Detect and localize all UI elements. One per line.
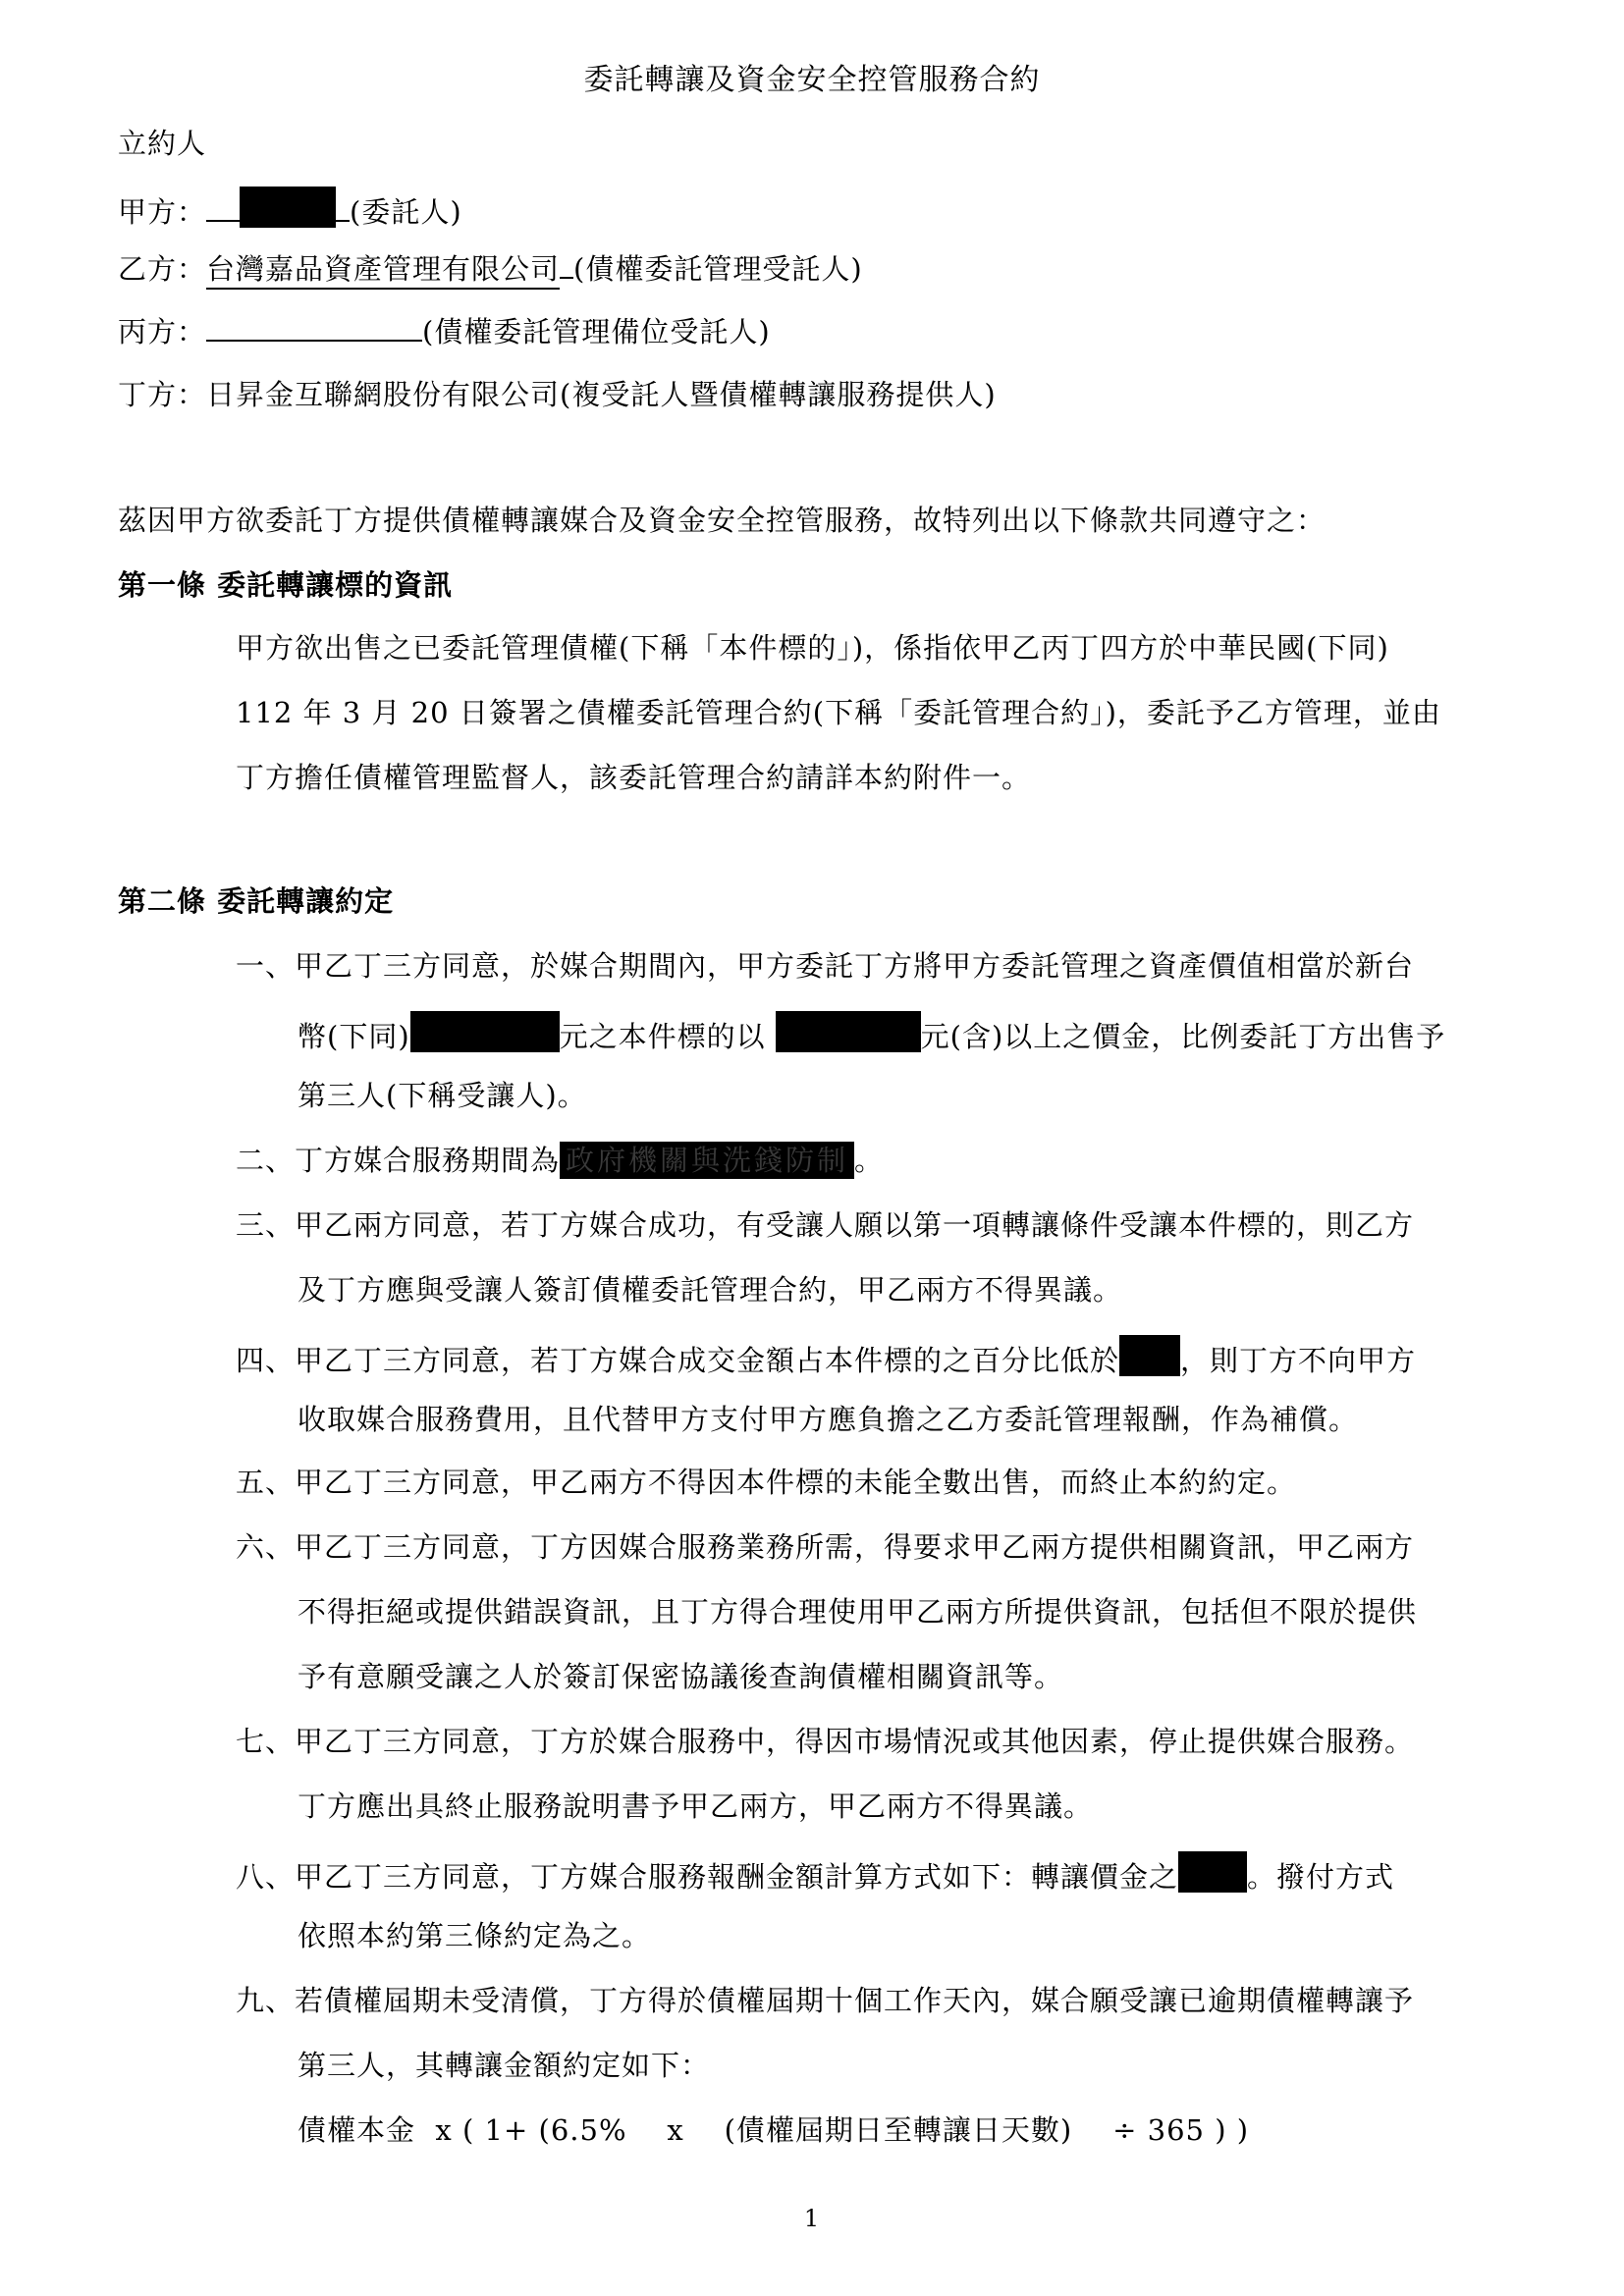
clause-1-redaction-price (776, 1011, 921, 1052)
party-a-line (118, 187, 462, 232)
clause-7-line-2: 丁方應出具終止服務說明書予甲乙兩方，甲乙兩方不得異議。 (298, 1789, 1094, 1823)
clause-7-line-1: 七、甲乙丁三方同意，丁方於媒合服務中，得因市場情況或其他因素，停止提供媒合服務。 (236, 1725, 1415, 1758)
clause-1-text-a: 幣(下同) (298, 1020, 410, 1053)
clause-1-line-1: 一、甲乙丁三方同意，於媒合期間內，甲方委託丁方將甲方委託管理之資產價值相當於新台 (236, 949, 1415, 983)
clause-4-line-2: 收取媒合服務費用，且代替甲方支付甲方應負擔之乙方委託管理報酬，作為補償。 (298, 1403, 1359, 1436)
party-b-suffix: (債權委託管理受託人) (573, 252, 863, 286)
party-d-label: 丁方： (118, 378, 207, 411)
party-a-blank (206, 192, 240, 222)
clause-6-line-2: 不得拒絕或提供錯誤資訊，且丁方得合理使用甲乙兩方所提供資訊，包括但不限於提供 (298, 1595, 1418, 1629)
article-1-heading: 第一條 委託轉讓標的資訊 (118, 568, 454, 602)
clause-6-line-1: 六、甲乙丁三方同意，丁方因媒合服務業務所需，得要求甲乙兩方提供相關資訊，甲乙兩方 (236, 1530, 1415, 1564)
clause-3-line-1: 三、甲乙兩方同意，若丁方媒合成功，有受讓人願以第一項轉讓條件受讓本件標的，則乙方 (236, 1208, 1415, 1242)
clause-2-text: 二、丁方媒合服務期間為 (236, 1144, 561, 1177)
clause-9-line-2: 第三人，其轉讓金額約定如下： (298, 2049, 711, 2082)
article-1-line-1: 甲方欲出售之已委託管理債權(下稱「本件標的」)，係指依甲乙丙丁四方於中華民國(下同) (236, 631, 1389, 665)
clause-2-line (236, 1141, 884, 1180)
clause-8-text-b: 。撥付方式 (1247, 1860, 1395, 1894)
party-d-name: 日昇金互聯網股份有限公司(複受託人暨債權轉讓服務提供人) (206, 378, 997, 411)
clause-8-line-2: 依照本約第三條約定為之。 (298, 1919, 652, 1952)
party-b-label: 乙方： (118, 252, 207, 286)
clause-9-formula: 債權本金 x ( 1+ (6.5% x (債權屆期日至轉讓日天數) ÷ 365 ) ) (298, 2113, 1250, 2147)
clause-8-redaction (1178, 1851, 1247, 1893)
article-1-line-3: 丁方擔任債權管理監督人，該委託管理合約請詳本約附件一。 (236, 761, 1032, 794)
clause-9-line-1: 九、若債權屆期未受清償，丁方得於債權屆期十個工作天內，媒合願受讓已逾期債權轉讓予 (236, 1984, 1415, 2017)
clause-4-text-b: ，則丁方不向甲方 (1180, 1344, 1417, 1377)
clause-2-end: 。 (854, 1144, 885, 1177)
party-a-redaction (240, 187, 336, 228)
article-1-line-2: 112 年 3 月 20 日簽署之債權委託管理合約(下稱「委託管理合約」)，委託予乙方管理，並由 (236, 696, 1441, 729)
preamble: 茲因甲方欲委託丁方提供債權轉讓媒合及資金安全控管服務，故特列出以下條款共同遵守之： (118, 504, 1326, 537)
clause-8-line-1 (236, 1851, 1394, 1896)
clause-1-line-2 (298, 1011, 1445, 1056)
clause-5-line: 五、甲乙丁三方同意，甲乙兩方不得因本件標的未能全數出售，而終止本約約定。 (236, 1466, 1297, 1499)
party-b-underline-gap (560, 275, 573, 279)
clause-4-redaction (1119, 1335, 1180, 1376)
party-c-line (118, 312, 771, 351)
party-c-suffix: (債權委託管理備位受託人) (422, 315, 771, 348)
clause-4-text-a: 四、甲乙丁三方同意，若丁方媒合成交金額占本件標的之百分比低於 (236, 1344, 1120, 1377)
page-number: 1 (803, 2205, 821, 2232)
party-b-name: 台灣嘉品資產管理有限公司 (206, 252, 560, 290)
party-a-suffix: (委託人) (350, 195, 462, 229)
party-d-line (118, 375, 997, 414)
clause-2-redacted-period: 政府機關與洗錢防制 (560, 1142, 854, 1179)
party-b-line (118, 249, 863, 289)
clause-1-redaction-value (410, 1011, 560, 1052)
clause-1-line-3: 第三人(下稱受讓人)。 (298, 1079, 587, 1112)
clause-1-text-b: 元之本件標的以 (559, 1020, 766, 1053)
party-c-label: 丙方： (118, 315, 207, 348)
clause-3-line-2: 及丁方應與受讓人簽訂債權委託管理合約，甲乙兩方不得異議。 (298, 1273, 1123, 1307)
clause-8-text-a: 八、甲乙丁三方同意，丁方媒合服務報酬金額計算方式如下：轉讓價金之 (236, 1860, 1179, 1894)
parties-heading: 立約人 (118, 127, 207, 160)
clause-6-line-3: 予有意願受讓之人於簽訂保密協議後查詢債權相關資訊等。 (298, 1660, 1064, 1693)
article-2-heading: 第二條 委託轉讓約定 (118, 884, 395, 918)
document-title: 委託轉讓及資金安全控管服務合約 (583, 63, 1041, 97)
party-a-blank-end (336, 192, 350, 222)
party-c-blank (206, 312, 422, 342)
party-a-label: 甲方： (118, 195, 207, 229)
clause-1-text-c: 元(含)以上之價金，比例委託丁方出售予 (920, 1020, 1446, 1053)
clause-4-line-1 (236, 1335, 1416, 1380)
